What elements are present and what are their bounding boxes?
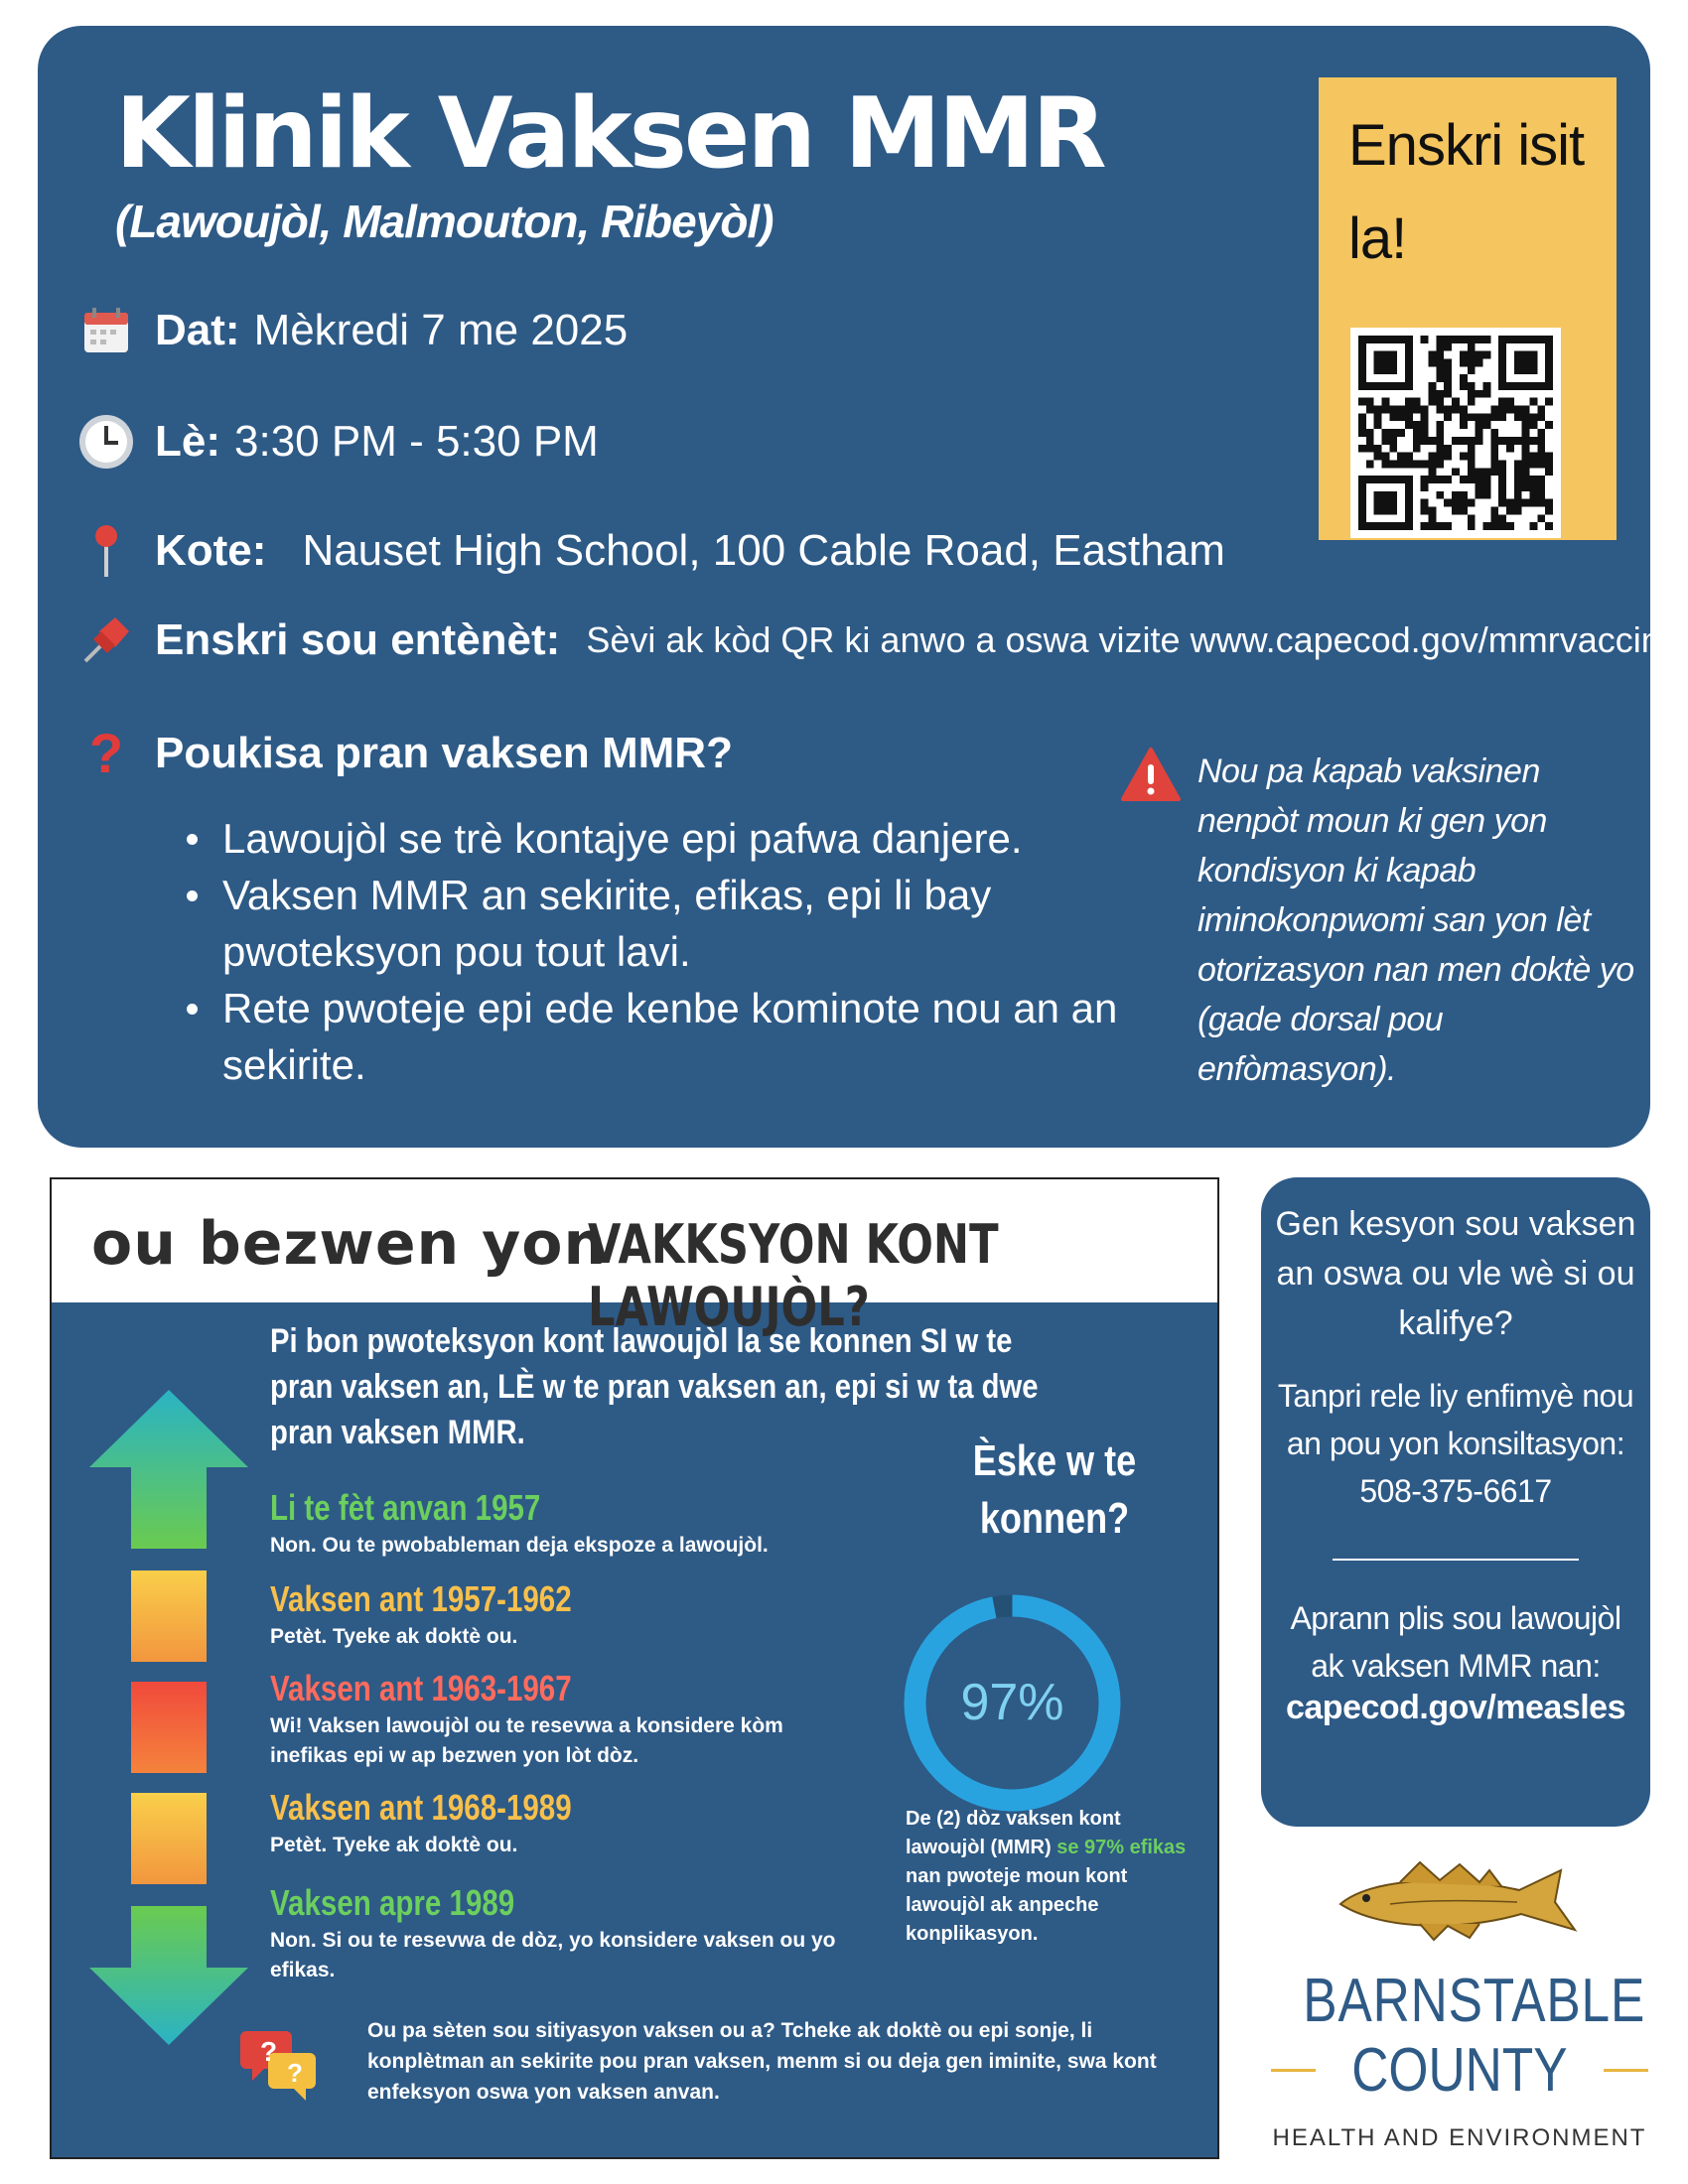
online-row <box>77 612 1681 669</box>
pushpin-icon <box>77 612 135 669</box>
map-pin-icon <box>77 522 135 580</box>
infographic-footnote: Ou pa sèten sou sitiyasyon vaksen ou a? Tcheke ak doktè ou epi sonje, li konplètman an sekirite pou pran vaksen, menm si ou deja gen iminite, swa kont enfeksyon oswa yon vaksen anvan. <box>367 2019 1157 2104</box>
barnstable-county-logo <box>1271 1856 1648 2164</box>
logo-line2-row <box>1271 2035 1648 2106</box>
logo-line2: COUNTY <box>1351 2036 1568 2105</box>
speech-bubble-question-icon <box>240 2023 320 2103</box>
timeline-text: Petèt. Tyeke ak doktè ou. <box>270 1834 518 1856</box>
logo-dash-left <box>1271 2069 1316 2072</box>
location-label: Kote: <box>155 526 267 575</box>
infographic-header <box>52 1179 1217 1338</box>
divider <box>1333 1559 1579 1561</box>
time-label: Lè: <box>155 417 220 466</box>
list-item: Lawoujòl se trè kontajye epi pafwa danjere. <box>187 810 1160 867</box>
location-row <box>77 522 1225 580</box>
question-mark-icon: ? <box>88 722 124 784</box>
date-label: Dat: <box>155 306 240 354</box>
svg-text:?: ? <box>287 2058 303 2088</box>
timeline-block-before-1957 <box>270 1487 769 1561</box>
timeline-block-1957-1962 <box>270 1578 637 1652</box>
timeline-text: Wi! Vaksen lawoujòl ou te resevwa a konsidere kòm inefikas epi w ap bezwen yon lòt dòz. <box>270 1714 783 1767</box>
timeline-block-1963-1967 <box>270 1668 866 1771</box>
register-box <box>1319 77 1617 540</box>
efficacy-ring <box>901 1591 1124 1815</box>
infographic-intro: Pi bon pwoteksyon kont lawoujòl la se konnen SI w te pran vaksen an, LÈ w te pran vaksen an, epi si w ta dwe pran vaksen MMR. <box>270 1322 1039 1451</box>
timeline-arrow-graphic <box>89 1390 248 2045</box>
logo-line3: HEALTH AND ENVIRONMENT <box>1272 2124 1647 2151</box>
warning-icon <box>1120 747 1190 816</box>
why-heading: Poukisa pran vaksen MMR? <box>155 728 733 777</box>
page-title: Klinik Vaksen MMR <box>115 77 1104 191</box>
infographic-question-part2: VAKKSYON KONT LAWOUJÒL? <box>588 1213 999 1338</box>
contact-learn: Aprann plis sou lawoujòl ak vaksen MMR nan: <box>1290 1600 1621 1684</box>
location-value: Nauset High School, 100 Cable Road, Eastham <box>302 526 1225 575</box>
eligibility-note: Nou pa kapab vaksinen nenpòt moun ki gen yon kondisyon ki kapab iminokonpwomi san yon lèt otorizasyon nan men doktè yo (gade dorsal pou enfòmasyon). <box>1197 752 1634 1088</box>
online-label: Enskri sou entènèt: <box>155 615 561 664</box>
contact-panel <box>1261 1177 1650 1827</box>
timeline-heading: Vaksen ant 1968-1989 <box>270 1787 572 1828</box>
logo-line1: BARNSTABLE <box>1303 1967 1646 2035</box>
why-list <box>187 810 1160 1093</box>
timeline-text: Petèt. Tyeke ak doktè ou. <box>270 1625 518 1648</box>
date-value: Mèkredi 7 me 2025 <box>253 306 629 354</box>
svg-text:?: ? <box>260 2036 278 2067</box>
time-value: 3:30 PM - 5:30 PM <box>234 417 599 466</box>
clock-icon <box>77 413 135 471</box>
contact-call: Tanpri rele liy enfimyè nou an pou yon konsiltasyon: 508-375-6617 <box>1277 1378 1634 1509</box>
did-you-know-heading: Èske w te konnen? <box>972 1436 1137 1543</box>
timeline-block-1968-1989 <box>270 1787 637 1860</box>
list-item: Vaksen MMR an sekirite, efikas, epi li bay pwoteksyon pou tout lavi. <box>187 867 1160 980</box>
online-value[interactable]: Sèvi ak kòd QR ki anwo a oswa vizite www.capecod.gov/mmrvaccine <box>586 619 1681 660</box>
timeline-block-after-1989 <box>270 1882 886 1985</box>
why-heading-row <box>77 721 733 785</box>
timeline-text: Non. Ou te pwobableman deja ekspoze a lawoujòl. <box>270 1534 769 1557</box>
logo-dash-right <box>1604 2069 1648 2072</box>
measles-link[interactable]: capecod.gov/measles <box>1285 1689 1625 1726</box>
date-row <box>77 302 628 359</box>
calendar-icon <box>77 302 135 359</box>
infographic-question-part1: ou bezwen yon <box>91 1209 608 1279</box>
qr-code[interactable] <box>1350 328 1561 538</box>
contact-question: Gen kesyon sou vaksen an oswa ou vle wè si ou kalifye? <box>1275 1205 1636 1342</box>
timeline-heading: Vaksen ant 1963-1967 <box>270 1668 572 1708</box>
cod-fish-icon <box>1331 1856 1589 1946</box>
efficacy-percent: 97% <box>960 1674 1064 1731</box>
register-text: Enskri isit la! <box>1348 113 1585 271</box>
timeline-heading: Vaksen apre 1989 <box>270 1882 515 1923</box>
page-subtitle: (Lawoujòl, Malmouton, Ribeyòl) <box>115 196 774 247</box>
list-item: Rete pwoteje epi ede kenbe kominote nou an an sekirite. <box>187 980 1160 1093</box>
timeline-text: Non. Si ou te resevwa de dòz, yo konsidere vaksen ou yo efikas. <box>270 1929 836 1981</box>
timeline-heading: Li te fèt anvan 1957 <box>270 1487 541 1528</box>
timeline-heading: Vaksen ant 1957-1962 <box>270 1578 572 1619</box>
measles-infographic <box>50 1177 1219 2159</box>
efficacy-note: De (2) dòz vaksen kont lawoujòl (MMR) se 97% efikas nan pwoteje moun kont lawoujòl ak anpeche konplikasyon. <box>906 1808 1187 1945</box>
clinic-info-panel <box>38 26 1681 1148</box>
time-row <box>77 413 599 471</box>
